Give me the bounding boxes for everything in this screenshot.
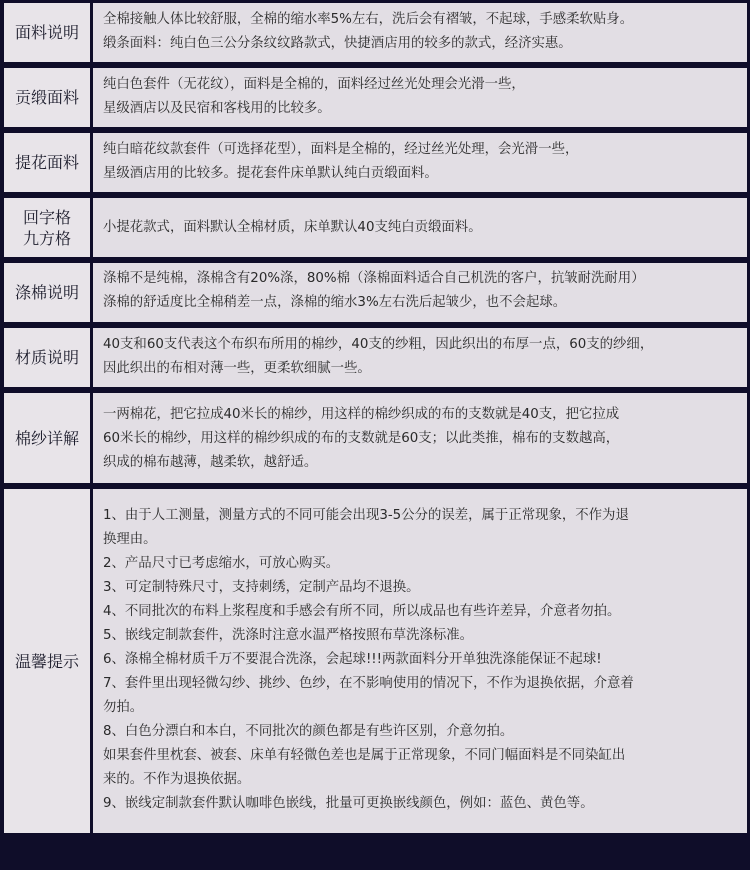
bottom-band bbox=[0, 836, 750, 870]
content-line: 4、不同批次的布料上浆程度和手感会有所不同，所以成品也有些许差异，介意者勿拍。 bbox=[103, 604, 621, 619]
row-label-polycotton: 涤棉说明 bbox=[4, 263, 90, 322]
row-content-tips bbox=[93, 489, 747, 833]
row-label-jacquard: 提花面料 bbox=[4, 133, 90, 192]
content-line: 勿拍。 bbox=[103, 700, 144, 715]
content-line: 涤棉的舒适度比全棉稍差一点，涤棉的缩水3%左右洗后起皱少，也不会起球。 bbox=[103, 295, 567, 310]
content-line: 2、产品尺寸已考虑缩水，可放心购买。 bbox=[103, 556, 340, 571]
table-row bbox=[0, 325, 750, 390]
row-label-fabric: 面料说明 bbox=[4, 3, 90, 62]
content-line: 8、白色分漂白和本白，不同批次的颜色都是有些许区别，介意勿拍。 bbox=[103, 724, 514, 739]
content-line: 纯白暗花纹款套件（可选择花型），面料是全棉的，经过丝光处理，会光滑一些， bbox=[103, 142, 579, 157]
content-line: 3、可定制特殊尺寸，支持刺绣，定制产品均不退换。 bbox=[103, 580, 420, 595]
content-line: 9、嵌线定制款套件默认咖啡色嵌线，批量可更换嵌线颜色，例如：蓝色、黄色等。 bbox=[103, 796, 594, 811]
table-row bbox=[0, 486, 750, 836]
content-line: 小提花款式，面料默认全棉材质，床单默认40支纯白贡缎面料。 bbox=[103, 219, 482, 235]
content-line: 涤棉不是纯棉，涤棉含有20%涤，80%棉（涤棉面料适合自己机洗的客户，抗皱耐洗耐用） bbox=[103, 271, 645, 286]
row-label-material: 材质说明 bbox=[4, 328, 90, 387]
content-line: 一两棉花，把它拉成40米长的棉纱，用这样的棉纱织成的布的支数就是40支，把它拉成 bbox=[103, 407, 620, 422]
content-line: 5、嵌线定制款套件，洗涤时注意水温严格按照布草洗涤标准。 bbox=[103, 628, 474, 643]
table-row bbox=[0, 390, 750, 486]
row-label-yarn: 棉纱详解 bbox=[4, 393, 90, 483]
content-line: 40支和60支代表这个布织布所用的棉纱，40支的纱粗，因此织出的布厚一点，60支的纱细， bbox=[103, 337, 654, 352]
content-line: 来的。不作为退换依据。 bbox=[103, 772, 251, 787]
content-line: 星级酒店以及民宿和客栈用的比较多。 bbox=[103, 101, 331, 116]
content-line: 因此织出的布相对薄一些，更柔软细腻一些。 bbox=[103, 361, 371, 376]
content-line: 织成的棉布越薄，越柔软，越舒适。 bbox=[103, 455, 318, 470]
row-content-yarn bbox=[93, 393, 747, 483]
content-line: 1、由于人工测量，测量方式的不同可能会出现3-5公分的误差，属于正常现象，不作为退 bbox=[103, 508, 629, 523]
row-content-fabric bbox=[93, 3, 747, 62]
content-line: 60米长的棉纱，用这样的棉纱织成的布的支数就是60支；以此类推，棉布的支数越高， bbox=[103, 431, 620, 446]
row-label-tips: 温馨提示 bbox=[4, 489, 90, 833]
content-line: 7、套件里出现轻微勾纱、挑纱、色纱，在不影响使用的情况下，不作为退换依据，介意着 bbox=[103, 676, 634, 691]
content-line: 星级酒店用的比较多。提花套件床单默认纯白贡缎面料。 bbox=[103, 166, 438, 181]
row-label-grid: 回字格 九方格 bbox=[4, 198, 90, 257]
content-line: 换理由。 bbox=[103, 532, 157, 547]
row-content-material bbox=[93, 328, 747, 387]
content-line: 纯白色套件（无花纹），面料是全棉的，面料经过丝光处理会光滑一些， bbox=[103, 77, 525, 92]
content-line: 全棉接触人体比较舒服，全棉的缩水率5%左右，洗后会有褶皱，不起球，手感柔软贴身。 bbox=[103, 12, 634, 27]
table-row bbox=[0, 260, 750, 325]
row-content-satin bbox=[93, 68, 747, 127]
row-content-jacquard bbox=[93, 133, 747, 192]
table-row bbox=[0, 130, 750, 195]
table-row bbox=[0, 0, 750, 65]
row-content-polycotton bbox=[93, 263, 747, 322]
content-line: 6、涤棉全棉材质千万不要混合洗涤，会起球!!!两款面料分开单独洗涤能保证不起球! bbox=[103, 652, 602, 667]
row-content-grid bbox=[93, 198, 747, 257]
content-line: 缎条面料：纯白色三公分条纹纹路款式，快捷酒店用的较多的款式，经济实惠。 bbox=[103, 36, 572, 51]
table-row bbox=[0, 65, 750, 130]
table-row bbox=[0, 195, 750, 260]
row-label-satin: 贡缎面料 bbox=[4, 68, 90, 127]
content-line: 如果套件里枕套、被套、床单有轻微色差也是属于正常现象，不同门幅面料是不同染缸出 bbox=[103, 748, 626, 763]
